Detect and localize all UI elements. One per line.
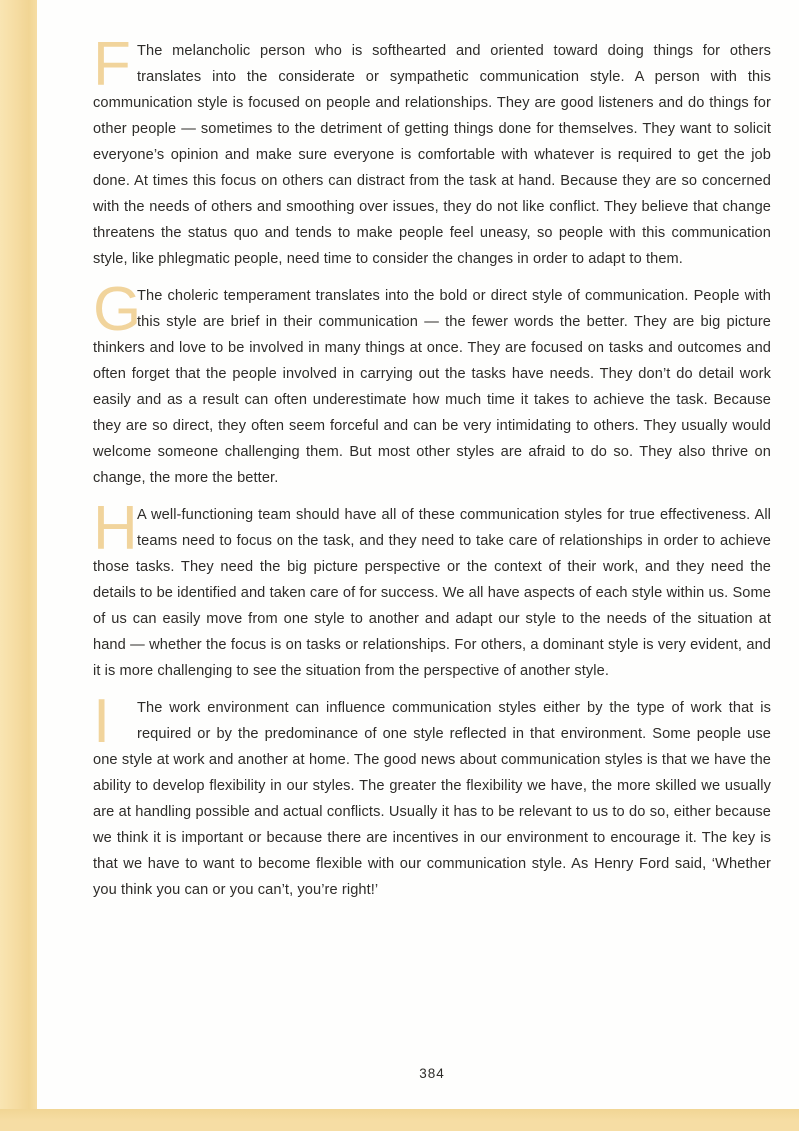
dropcap-letter-h: H <box>93 494 138 563</box>
page-edge-left-band <box>0 0 37 1131</box>
page-number: 384 <box>419 1066 445 1081</box>
paragraph-work-environment <box>93 687 771 903</box>
dropcap-letter-i: I <box>93 687 111 756</box>
dropcap-letter-f: F <box>93 30 131 99</box>
paragraph-text: A well-functioning team should have all of these communication styles for true effectiveness. All teams need to focus on the task, and they need to take care of relationships in order to achieve those tasks. They need the big picture perspective or the context of their work, and they need the details to be identified and taken care of for success. We all have aspects of each style within us. Some of us can easily move from one style to another and adapt our style to the needs of the situation at hand — whether the focus is on tasks or relationships. For others, a dominant style is very evident, and it is more challenging to see the situation from the perspective of another style. <box>93 507 771 679</box>
paragraph-text: The melancholic person who is softhearted and oriented toward doing things for others translates into the considerate or sympathetic communication style. A person with this communication style is focused on people and relationships. They are good listeners and do things for other people — sometimes to the detriment of getting things done for themselves. They want to solicit everyone’s opinion and make sure everyone is comfortable with whatever is required to get the job done. At times this focus on others can distract from the task at hand. Because they are so concerned with the needs of others and smoothing over issues, they do not like conflict. They believe that change threatens the status quo and tends to make people feel uneasy, so people with this communication style, like phlegmatic people, need time to consider the changes in order to adapt to them. <box>93 43 771 267</box>
paragraph-bold-direct-style <box>93 275 771 491</box>
dropcap-letter-g: G <box>93 275 142 344</box>
page-content <box>93 30 771 914</box>
paragraph-considerate-style <box>93 30 771 272</box>
paragraph-text: The work environment can influence communication styles either by the type of work that is required or by the predominance of one style reflected in that environment. Some people use one style at work and another at home. The good news about communication styles is that we have the ability to develop flexibility in our styles. The greater the flexibility we have, the more skilled we usually are at handling possible and actual conflicts. Usually it has to be relevant to us to do so, either because we think it is important or because there are incentives in our environment to encourage it. The key is that we have to want to become flexible with our communication style. As Henry Ford said, ‘Whether you think you can or you can’t, you’re right!’ <box>93 700 771 898</box>
paragraph-text: The choleric temperament translates into the bold or direct style of communication. People with this style are brief in their communication — the fewer words the better. They are big picture thinkers and love to be involved in many things at once. They are focused on tasks and outcomes and often forget that the people involved in carrying out the tasks have needs. They don’t do detail work easily and as a result can often underestimate how much time it takes to achieve the task. Because they are so direct, they often seem forceful and can be very intimidating to others. They usually would welcome someone challenging them. But most other styles are afraid to do so. They also thrive on change, the more the better. <box>93 288 771 486</box>
paragraph-team-styles <box>93 494 771 684</box>
page-edge-bottom-band <box>0 1109 799 1131</box>
